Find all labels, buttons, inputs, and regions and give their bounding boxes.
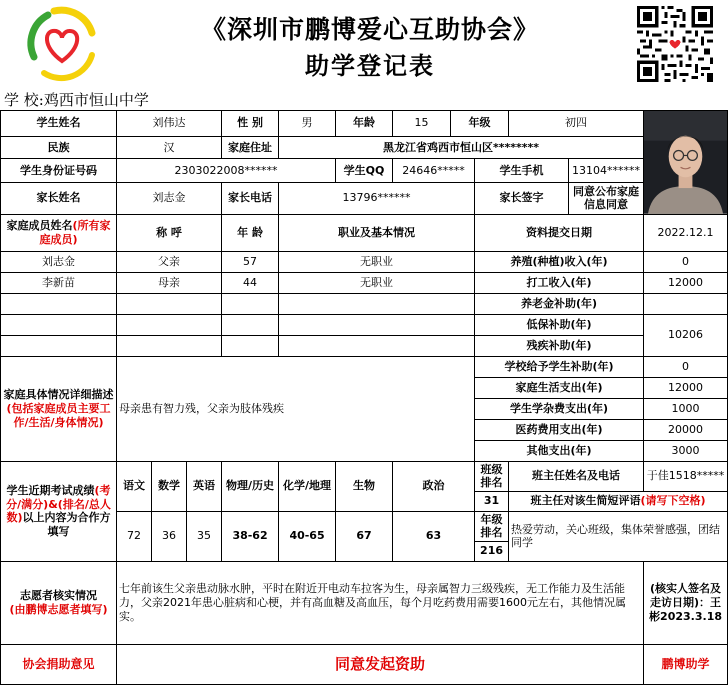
qr-code-icon: [637, 6, 713, 82]
empty-cell: [117, 293, 222, 314]
submit-date-label: 资料提交日期: [475, 214, 644, 251]
exam-label: [1, 461, 117, 561]
empty-cell: [1, 293, 117, 314]
teacher-value: 于佳1518*****: [644, 461, 728, 491]
exam-label-note: (考分/满分)&(排名/总人数): [6, 483, 111, 525]
teacher-comment-label-note: (请写下空格): [640, 494, 706, 508]
opinion-value: 同意发起资助: [117, 644, 644, 684]
member-job: 无职业: [279, 272, 475, 293]
expense-value: 12000: [644, 377, 728, 398]
student-photo-image: [644, 111, 727, 214]
expense-label: 医药费用支出(年): [475, 419, 644, 440]
class-rank-value: 31: [475, 491, 509, 511]
address-label: 家庭住址: [222, 136, 279, 159]
parent-phone-label: 家长电话: [222, 182, 279, 214]
empty-cell: [222, 314, 279, 335]
subject-header: 英语: [187, 461, 222, 511]
footer-sign: 鹏博助学: [644, 644, 728, 684]
exam-label-main: 学生近期考试成绩: [6, 483, 95, 497]
student-photo: [644, 111, 728, 215]
family-members-label-main: 家庭成员姓名: [6, 219, 73, 232]
income-label: 低保补助(年): [475, 314, 644, 335]
grade-rank-label: 年级排名: [475, 511, 509, 541]
exam-label-footer: 以上内容为合作方填写: [22, 511, 111, 538]
expense-label: 学生学杂费支出(年): [475, 398, 644, 419]
expense-value: 1000: [644, 398, 728, 419]
score-value: 36: [152, 511, 187, 561]
verifier-signature: (核实人签名及走访日期)：王彬2023.3.18: [644, 561, 728, 644]
qq-value: 24646*****: [393, 159, 475, 183]
grade-value: 初四: [509, 111, 644, 137]
member-age-header: 年 龄: [222, 214, 279, 251]
student-name: 刘伟达: [117, 111, 222, 137]
class-rank-label: 班级排名: [475, 461, 509, 491]
address-value: 黑龙江省鸡西市恒山区********: [279, 136, 644, 159]
score-value: 38-62: [222, 511, 279, 561]
income-value: 12000: [644, 272, 728, 293]
member-age: 57: [222, 251, 279, 272]
form-subtitle: 助学登记表: [305, 51, 435, 80]
parent-name-label: 家长姓名: [1, 182, 117, 214]
job-header: 职业及基本情况: [279, 214, 475, 251]
volunteer-text: 七年前该生父亲患动脉水肿，平时在附近开电动车拉客为生，母亲属智力三级残疾，无工作能力及生活能力，父亲2021年患心脏病和心梗，并有高血糖及高血压，每个月吃药费用需要1600元左右，其他情况属实。: [117, 561, 644, 644]
family-detail-text: 母亲患有智力残，父亲为肢体残疾: [117, 356, 475, 461]
expense-label: 其他支出(年): [475, 440, 644, 461]
form-header: [0, 0, 728, 88]
submit-date-value: 2022.12.1: [644, 214, 728, 251]
income-label: 残疾补助(年): [475, 335, 644, 356]
qq-label: 学生QQ: [336, 159, 393, 183]
score-value: 63: [393, 511, 475, 561]
parent-sign-value: 同意公布家庭信息同意: [569, 182, 644, 214]
member-age: 44: [222, 272, 279, 293]
gender-value: 男: [279, 111, 336, 137]
school-label: 学 校:鸡西市恒山中学: [4, 91, 149, 109]
family-detail-label-main: 家庭具体情况详细描述: [3, 388, 114, 402]
member-relation: 父亲: [117, 251, 222, 272]
expense-label: 学校给予学生补助(年): [475, 356, 644, 377]
empty-cell: [279, 293, 475, 314]
empty-cell: [222, 293, 279, 314]
score-value: 35: [187, 511, 222, 561]
score-value: 67: [336, 511, 393, 561]
subject-header: 政治: [393, 461, 475, 511]
volunteer-label-main: 志愿者核实情况: [20, 589, 97, 602]
expense-value: 20000: [644, 419, 728, 440]
teacher-comment-text: 热爱劳动，关心班级，集体荣誉感强，团结同学: [509, 511, 728, 561]
subject-header: 生物: [336, 461, 393, 511]
id-number-label: 学生身份证号码: [1, 159, 117, 183]
grade-label: 年级: [451, 111, 509, 137]
empty-cell: [279, 314, 475, 335]
score-value: 72: [117, 511, 152, 561]
income-value: [644, 293, 728, 314]
ethnicity-label: 民族: [1, 136, 117, 159]
empty-cell: [222, 335, 279, 356]
empty-cell: [1, 335, 117, 356]
grade-rank-value: 216: [475, 541, 509, 561]
student-phone-label: 学生手机: [475, 159, 569, 183]
opinion-label: 协会捐助意见: [1, 644, 117, 684]
family-members-label-note: (所有家庭成员): [39, 219, 111, 246]
empty-cell: [117, 314, 222, 335]
member-name: 李新苗: [1, 272, 117, 293]
expense-value: 0: [644, 356, 728, 377]
empty-cell: [1, 314, 117, 335]
income-value: 0: [644, 251, 728, 272]
age-label: 年龄: [336, 111, 393, 137]
registration-form-table: [0, 110, 728, 685]
subject-header: 语文: [117, 461, 152, 511]
income-label: 养老金补助(年): [475, 293, 644, 314]
id-number-value: 2303022008******: [117, 159, 336, 183]
gender-label: 性 别: [222, 111, 279, 137]
member-job: 无职业: [279, 251, 475, 272]
income-value: 10206: [644, 314, 728, 356]
parent-sign-label: 家长签字: [475, 182, 569, 214]
age-value: 15: [393, 111, 451, 137]
form-title: 《深圳市鹏博爱心互助协会》: [200, 15, 539, 44]
expense-label: 家庭生活支出(年): [475, 377, 644, 398]
parent-phone-value: 13796******: [279, 182, 475, 214]
expense-value: 3000: [644, 440, 728, 461]
teacher-comment-label-main: 班主任对该生简短评语: [530, 494, 641, 508]
family-members-label: [1, 214, 117, 251]
volunteer-label: [1, 561, 117, 644]
subject-header: 数学: [152, 461, 187, 511]
ethnicity-value: 汉: [117, 136, 222, 159]
volunteer-label-note: (由鹏博志愿者填写): [9, 602, 108, 616]
member-relation: 母亲: [117, 272, 222, 293]
score-value: 40-65: [279, 511, 336, 561]
heart-logo-icon: [22, 3, 102, 83]
empty-cell: [279, 335, 475, 356]
income-label: 养殖(种植)收入(年): [475, 251, 644, 272]
parent-name-value: 刘志金: [117, 182, 222, 214]
member-name: 刘志金: [1, 251, 117, 272]
family-detail-label: [1, 356, 117, 461]
teacher-label: 班主任姓名及电话: [509, 461, 644, 491]
subject-header: 物理/历史: [222, 461, 279, 511]
subject-header: 化学/地理: [279, 461, 336, 511]
relation-header: 称 呼: [117, 214, 222, 251]
empty-cell: [117, 335, 222, 356]
student-name-label: 学生姓名: [1, 111, 117, 137]
income-label: 打工收入(年): [475, 272, 644, 293]
teacher-comment-label: [509, 491, 728, 511]
family-detail-label-note: (包括家庭成员主要工作/生活/身体情况): [6, 401, 111, 429]
student-phone-value: 13104******: [569, 159, 644, 183]
